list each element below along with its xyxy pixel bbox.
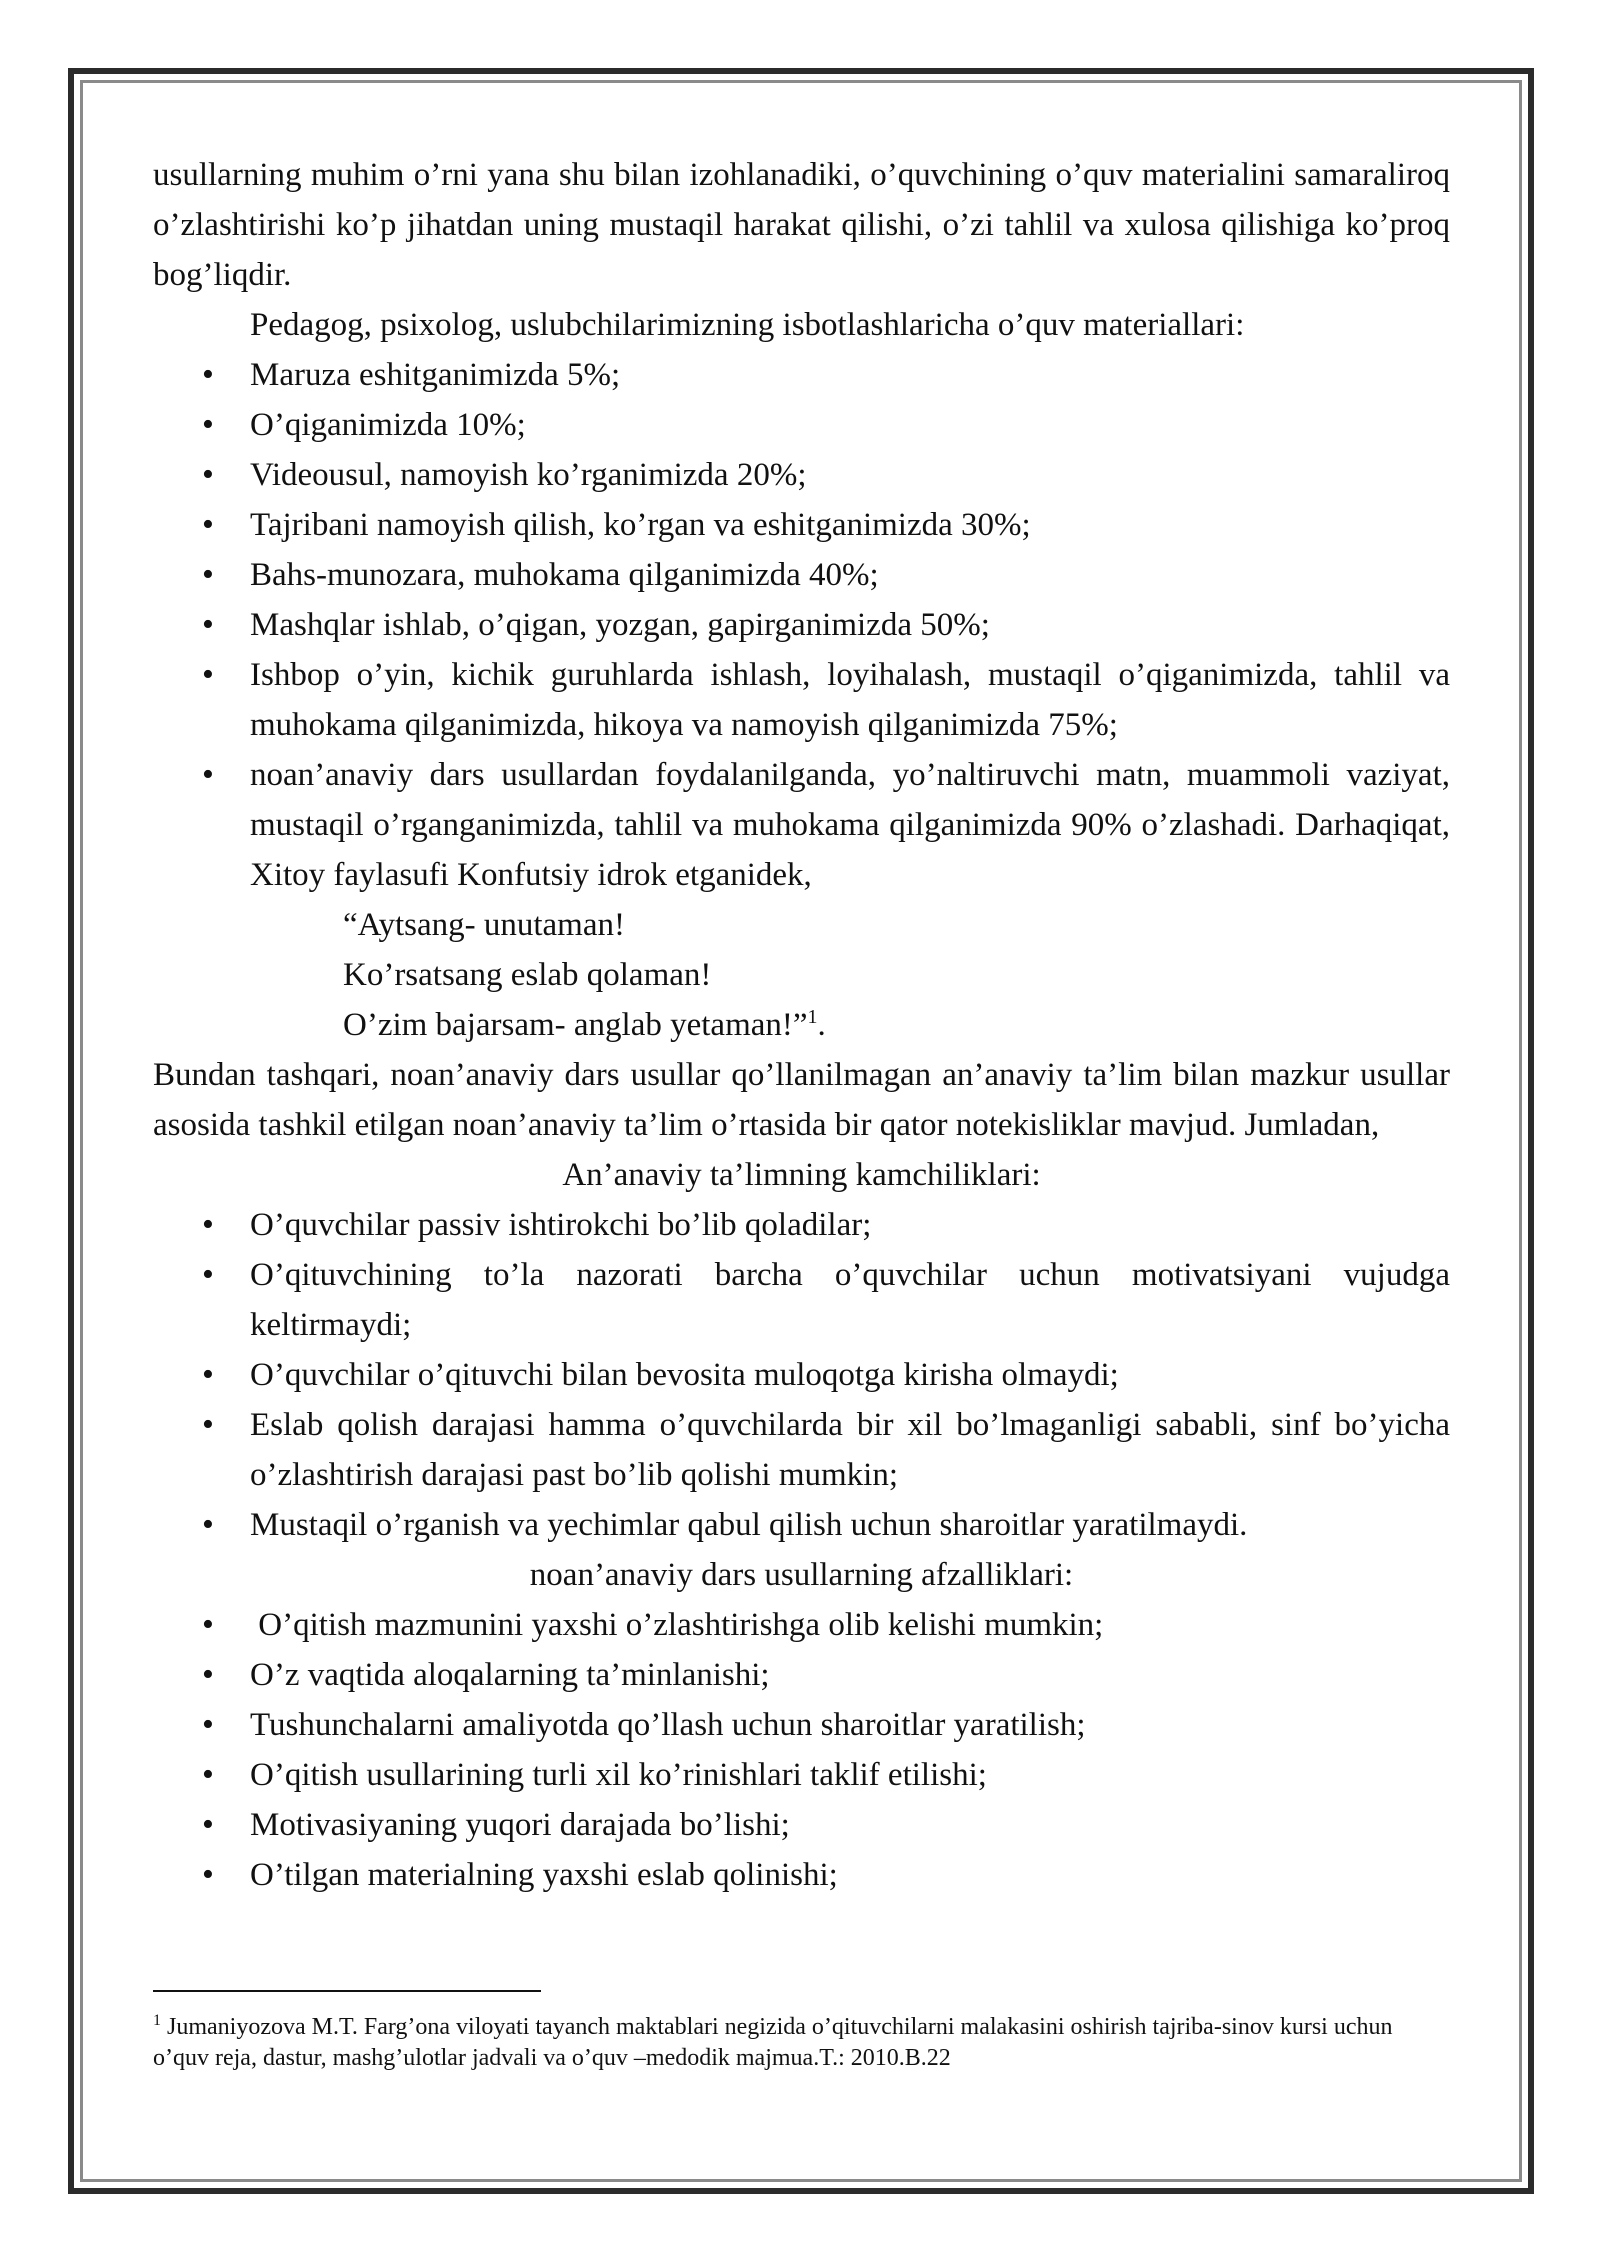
retention-list bbox=[153, 350, 1450, 900]
list-item: • noan’anaviy dars usullardan foydalanilganda, yo’naltiruvchi matn, muammoli vaziyat, mustaqil o’rganganimizda, tahlil va muhokama qilganimizda 90% o’zlashadi. Darhaqiqat, Xitoy faylasufi Konfutsiy idrok etganidek, bbox=[153, 750, 1450, 900]
advantages-heading: noan’anaviy dars usullarning afzalliklari: bbox=[529, 1557, 1074, 1593]
drawbacks-heading: An’anaviy ta’limning kamchiliklari: bbox=[562, 1157, 1041, 1193]
intro-paragraph: usullarning muhim o’rni yana shu bilan izohlanadiki, o’quvchining o’quv materialini samaraliroq o’zlashtirishi ko’p jihatdan uning mustaqil harakat qilishi, o’zi tahlil va xulosa qilishiga ko’proq bog’liqdir. bbox=[153, 157, 1450, 293]
list-item: • O’qitish usullarining turli xil ko’rinishlari taklif etilishi; bbox=[153, 1750, 1450, 1800]
list-item: • Tushunchalarni amaliyotda qo’llash uchun sharoitlar yaratilish; bbox=[153, 1700, 1450, 1750]
document-body bbox=[153, 150, 1450, 1900]
list-item: • Mustaqil o’rganish va yechimlar qabul qilish uchun sharoitlar yaratilmaydi. bbox=[153, 1500, 1450, 1550]
list-item: • O’qitish mazmunini yaxshi o’zlashtirishga olib kelishi mumkin; bbox=[153, 1600, 1450, 1650]
list-item: • O’qiganimizda 10%; bbox=[153, 400, 1450, 450]
footnote-number: 1 bbox=[153, 2012, 161, 2029]
list-item: • Ishbop o’yin, kichik guruhlarda ishlash, loyihalash, mustaqil o’qiganimizda, tahlil va muhokama qilganimizda, hikoya va namoyish qilganimizda 75%; bbox=[153, 650, 1450, 750]
list-item: • O’quvchilar o’qituvchi bilan bevosita muloqotga kirisha olmaydi; bbox=[153, 1350, 1450, 1400]
middle-paragraph: Bundan tashqari, noan’anaviy dars usullar qo’llanilmagan an’anaviy ta’lim bilan mazkur usullar asosida tashkil etilgan noan’anaviy ta’lim o’rtasida bir qator notekisliklar mavjud. Jumladan, bbox=[153, 1057, 1450, 1143]
list-item: • O’tilgan materialning yaxshi eslab qolinishi; bbox=[153, 1850, 1450, 1900]
drawbacks-list bbox=[153, 1200, 1450, 1550]
list-item: • Videousul, namoyish ko’rganimizda 20%; bbox=[153, 450, 1450, 500]
list-item: • Motivasiyaning yuqori darajada bo’lishi; bbox=[153, 1800, 1450, 1850]
list-intro: Pedagog, psixolog, uslubchilarimizning isbotlashlaricha o’quv materiallari: bbox=[250, 307, 1245, 343]
quote-line: “Aytsang- unutaman! bbox=[343, 907, 625, 943]
quote-line: Ko’rsatsang eslab qolaman! bbox=[343, 957, 712, 993]
footnote-reference[interactable]: 1 bbox=[807, 1006, 818, 1028]
list-item: • Tajribani namoyish qilish, ko’rgan va eshitganimizda 30%; bbox=[153, 500, 1450, 550]
quote-line-last bbox=[153, 1000, 1450, 1050]
confucius-quote bbox=[153, 900, 1450, 1050]
list-item: • Maruza eshitganimizda 5%; bbox=[153, 350, 1450, 400]
list-item: • Bahs-munozara, muhokama qilganimizda 40%; bbox=[153, 550, 1450, 600]
quote-end-punct: . bbox=[817, 1007, 826, 1043]
list-item: • O’quvchilar passiv ishtirokchi bo’lib qoladilar; bbox=[153, 1200, 1450, 1250]
list-item: • O’z vaqtida aloqalarning ta’minlanishi; bbox=[153, 1650, 1450, 1700]
footnote-text: Jumaniyozova M.T. Farg’ona viloyati tayanch maktablari negizida o’qituvchilarni malakasini oshirish tajriba-sinov kursi uchun o’quv reja, dastur, mashg’ulotlar jadvali va o’quv –medodik majmua.T.: 2010.B.22 bbox=[153, 2014, 1393, 2071]
list-item: • Eslab qolish darajasi hamma o’quvchilarda bir xil bo’lmaganligi sababli, sinf bo’yicha o’zlashtirish darajasi past bo’lib qolishi mumkin; bbox=[153, 1400, 1450, 1500]
quote-text: O’zim bajarsam- anglab yetaman!” bbox=[343, 1007, 808, 1043]
footnote bbox=[153, 2012, 1450, 2074]
footnote-separator bbox=[153, 1990, 541, 1992]
list-item: • Mashqlar ishlab, o’qigan, yozgan, gapirganimizda 50%; bbox=[153, 600, 1450, 650]
list-item: • O’qituvchining to’la nazorati barcha o’quvchilar uchun motivatsiyani vujudga keltirmaydi; bbox=[153, 1250, 1450, 1350]
advantages-list bbox=[153, 1600, 1450, 1900]
